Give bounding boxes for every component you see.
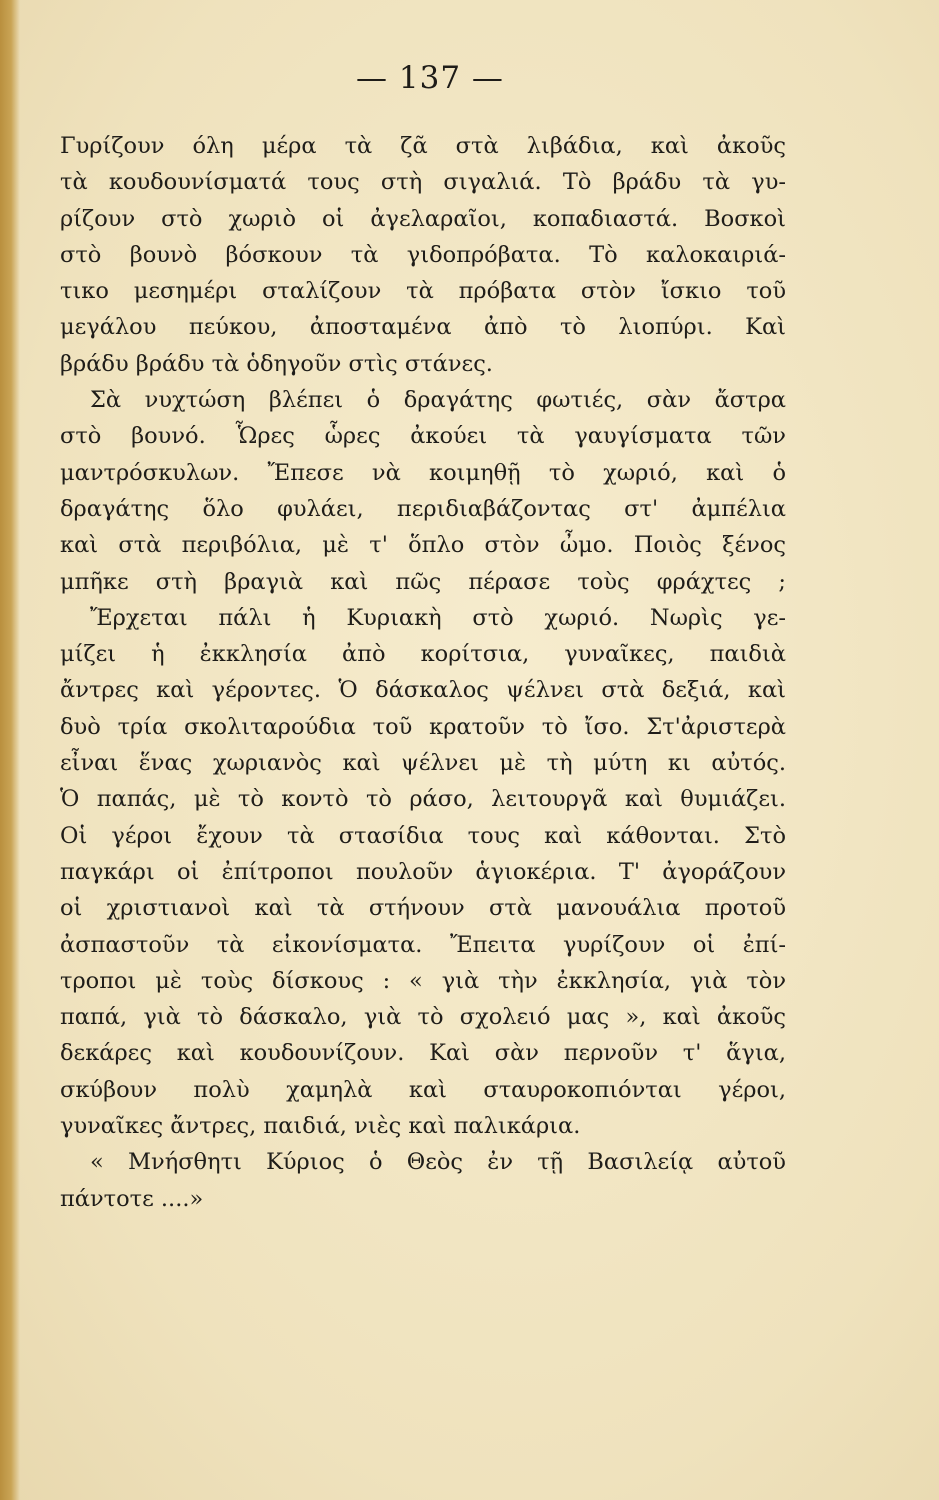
text-line: Οἱ γέροι ἔχουν τὰ στασίδια τους καὶ κάθονται. Στὸ (60, 822, 786, 849)
text-line: τὰ κουδουνίσματά τους στὴ σιγαλιά. Τὸ βράδυ τὰ γυ- (60, 169, 786, 196)
text-line: μεγάλου πεύκου, ἀποσταμένα ἀπὸ τὸ λιοπύρι. Καὶ (60, 314, 786, 341)
text-line: ρίζουν στὸ χωριὸ οἱ ἀγελαραῖοι, κοπαδιαστά. Βοσκοὶ (60, 205, 786, 232)
text-line: Σὰ νυχτώση βλέπει ὁ δραγάτης φωτιές, σὰν ἄστρα (90, 387, 786, 414)
text-line: μπῆκε στὴ βραγιὰ καὶ πῶς πέρασε τοὺς φράχτες ; (60, 568, 786, 595)
text-line: μίζει ἡ ἐκκλησία ἀπὸ κορίτσια, γυναῖκες, παιδιὰ (60, 641, 786, 668)
paragraph (60, 382, 786, 600)
text-line: μαντρόσκυλων. Ἔπεσε νὰ κοιμηθῇ τὸ χωριό, καὶ ὁ (60, 459, 786, 486)
body-text (60, 128, 786, 1217)
text-line: στὸ βουνὸ βόσκουν τὰ γιδοπρόβατα. Τὸ καλοκαιριά- (60, 241, 786, 268)
paragraph (60, 600, 786, 1144)
text-line: ἀσπαστοῦν τὰ εἰκονίσματα. Ἔπειτα γυρίζουν οἱ ἐπί- (60, 931, 786, 958)
page-number: — 137 — (356, 60, 504, 96)
text-line: Γυρίζουν όλη μέρα τὰ ζᾶ στὰ λιβάδια, καὶ ἀκοῦς (60, 133, 786, 159)
text-line: παπά, γιὰ τὸ δάσκαλο, γιὰ τὸ σχολειό μας », καὶ ἀκοῦς (60, 1004, 786, 1031)
text-line: ἄντρες καὶ γέροντες. Ὁ δάσκαλος ψέλνει στὰ δεξιά, καὶ (60, 677, 786, 704)
text-line: εἶναι ἕνας χωριανὸς καὶ ψέλνει μὲ τὴ μύτη κι αὐτός. (60, 750, 786, 777)
text-line: στὸ βουνό. Ὧρες ὧρες ἀκούει τὰ γαυγίσματα τῶν (60, 423, 786, 450)
text-line: γυναῖκες ἄντρες, παιδιά, νιὲς καὶ παλικάρια. (60, 1113, 581, 1140)
text-line: τροποι μὲ τοὺς δίσκους : « γιὰ τὴν ἐκκλησία, γιὰ τὸν (60, 967, 786, 994)
text-line: βράδυ βράδυ τὰ ὁδηγοῦν στὶς στάνες. (60, 350, 493, 377)
text-line: οἱ χριστιανοὶ καὶ τὰ στήνουν στὰ μανουάλια προτοῦ (60, 895, 786, 922)
text-line: δυὸ τρία σκολιταρούδια τοῦ κρατοῦν τὸ ἴσο. Στ'ἀριστερὰ (60, 713, 786, 740)
text-line: πάντοτε ....» (60, 1185, 204, 1212)
text-line: « Μνήσθητι Κύριος ὁ Θεὸς ἐν τῇ Βασιλείᾳ αὐτοῦ (90, 1149, 786, 1176)
paragraph (60, 128, 786, 382)
text-line: Ἔρχεται πάλι ἡ Κυριακὴ στὸ χωριό. Νωρὶς γε- (90, 604, 786, 631)
text-line: δεκάρες καὶ κουδουνίζουν. Καὶ σὰν περνοῦν τ' ἅγια, (60, 1040, 786, 1067)
text-line: δραγάτης ὅλο φυλάει, περιδιαβάζοντας στ' ἀμπέλια (60, 495, 786, 522)
text-line: καὶ στὰ περιβόλια, μὲ τ' ὅπλο στὸν ὦμο. Ποιὸς ξένος (60, 532, 786, 559)
text-line: σκύβουν πολὺ χαμηλὰ καὶ σταυροκοπιόνται γέροι, (60, 1076, 786, 1103)
text-line: Ὁ παπάς, μὲ τὸ κοντὸ τὸ ράσο, λειτουργᾶ καὶ θυμιάζει. (60, 786, 786, 813)
text-line: παγκάρι οἱ ἐπίτροποι πουλοῦν ἁγιοκέρια. Τ' ἀγοράζουν (60, 858, 786, 885)
text-line: τικο μεσημέρι σταλίζουν τὰ πρόβατα στὸν ἴσκιο τοῦ (60, 278, 786, 305)
page-spine-edge (0, 0, 20, 1500)
paragraph (60, 1144, 786, 1217)
